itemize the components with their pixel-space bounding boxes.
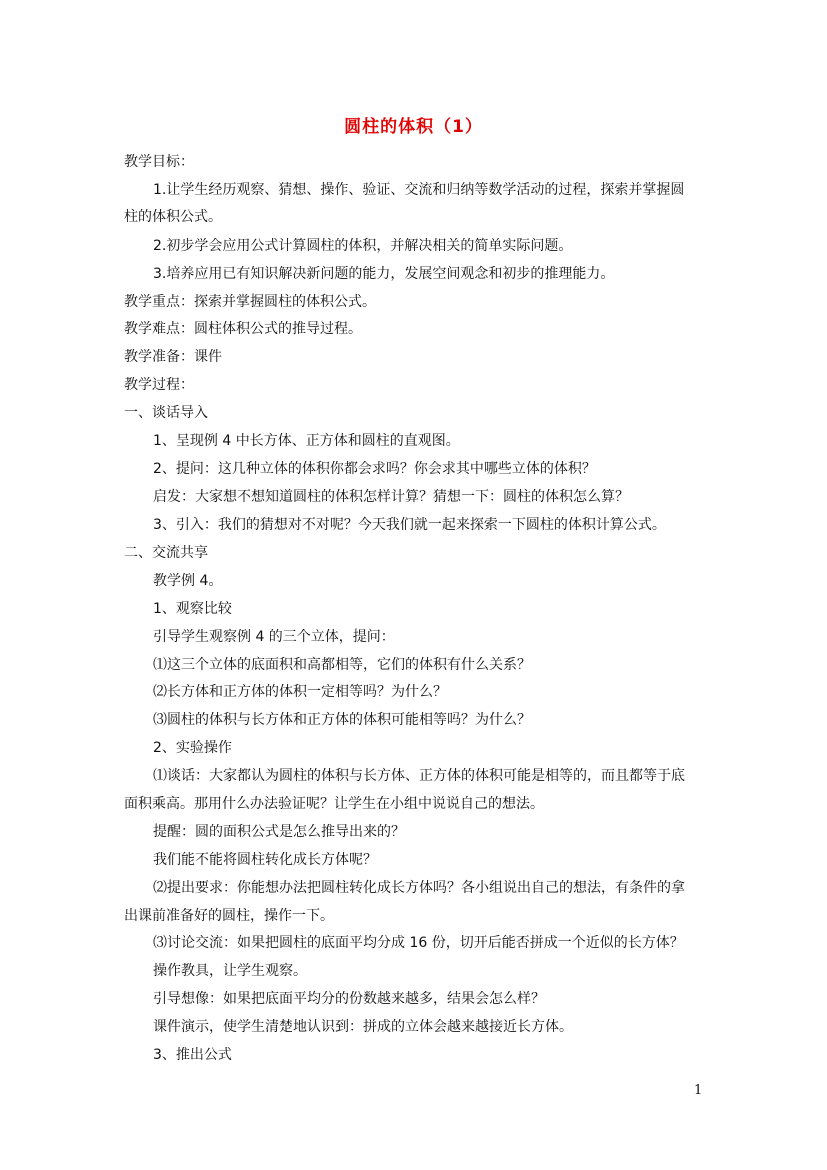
text-line: 操作教具，让学生观察。 <box>153 963 307 979</box>
text-line: 3、引入：我们的猜想对不对呢？今天我们就一起来探索一下圆柱的体积计算公式。 <box>153 517 666 533</box>
text-line: 3.培养应用已有知识解决新问题的能力，发展空间观念和初步的推理能力。 <box>153 266 615 282</box>
text-line: 1、观察比较 <box>153 601 232 617</box>
text-line: 教学过程： <box>124 377 194 393</box>
text-line: 教学重点：探索并掌握圆柱的体积公式。 <box>124 294 376 310</box>
text-line: ⑶圆柱的体积与长方体和正方体的体积可能相等吗？为什么？ <box>153 712 531 728</box>
text-line: 提醒：圆的面积公式是怎么推导出来的？ <box>153 824 405 840</box>
text-line: 教学准备：课件 <box>124 349 222 365</box>
text-line: ⑶讨论交流：如果把圆柱的底面平均分成 16 份，切开后能否拼成一个近似的长方体？ <box>153 935 684 951</box>
text-line: 2、实验操作 <box>153 740 232 756</box>
text-line: 1.让学生经历观察、猜想、操作、验证、交流和归纳等数学活动的过程，探索并掌握圆 <box>153 182 685 198</box>
text-line: 我们能不能将圆柱转化成长方体呢？ <box>153 852 377 868</box>
text-line: 课件演示，使学生清楚地认识到：拼成的立体会越来越接近长方体。 <box>153 1019 573 1035</box>
section-heading: 一、谈话导入 <box>124 405 208 421</box>
text-line: 引导学生观察例 4 的三个立体，提问： <box>153 629 395 645</box>
text-line: 教学目标： <box>124 154 194 170</box>
section-heading: 二、交流共享 <box>124 545 208 561</box>
text-line: 柱的体积公式。 <box>124 209 222 225</box>
text-line: 出课前准备好的圆柱，操作一下。 <box>124 908 334 924</box>
text-line: 3、推出公式 <box>153 1047 232 1063</box>
text-line: ⑵提出要求：你能想办法把圆柱转化成长方体吗？各小组说出自己的想法，有条件的拿 <box>153 880 685 896</box>
text-line: 引导想像：如果把底面平均分的份数越来越多，结果会怎么样？ <box>153 991 545 1007</box>
text-line: 2.初步学会应用公式计算圆柱的体积，并解决相关的简单实际问题。 <box>153 238 573 254</box>
text-line: ⑴这三个立体的底面积和高都相等，它们的体积有什么关系？ <box>153 657 531 673</box>
text-line: ⑵长方体和正方体的体积一定相等吗？为什么？ <box>153 684 447 700</box>
text-line: ⑴谈话：大家都认为圆柱的体积与长方体、正方体的体积可能是相等的，而且都等于底 <box>153 768 685 784</box>
text-line: 2、提问：这几种立体的体积你都会求吗？你会求其中哪些立体的体积？ <box>153 461 596 477</box>
document-title: 圆柱的体积（1） <box>344 117 483 137</box>
text-line: 面积乘高。那用什么办法验证呢？让学生在小组中说说自己的想法。 <box>124 796 544 812</box>
page-number: 1 <box>694 1083 703 1098</box>
text-line: 1、呈现例 4 中长方体、正方体和圆柱的直观图。 <box>153 433 460 449</box>
text-line: 教学难点：圆柱体积公式的推导过程。 <box>124 321 362 337</box>
text-line: 教学例 4。 <box>153 573 223 589</box>
text-line: 启发：大家想不想知道圆柱的体积怎样计算？猜想一下：圆柱的体积怎么算？ <box>153 489 629 505</box>
